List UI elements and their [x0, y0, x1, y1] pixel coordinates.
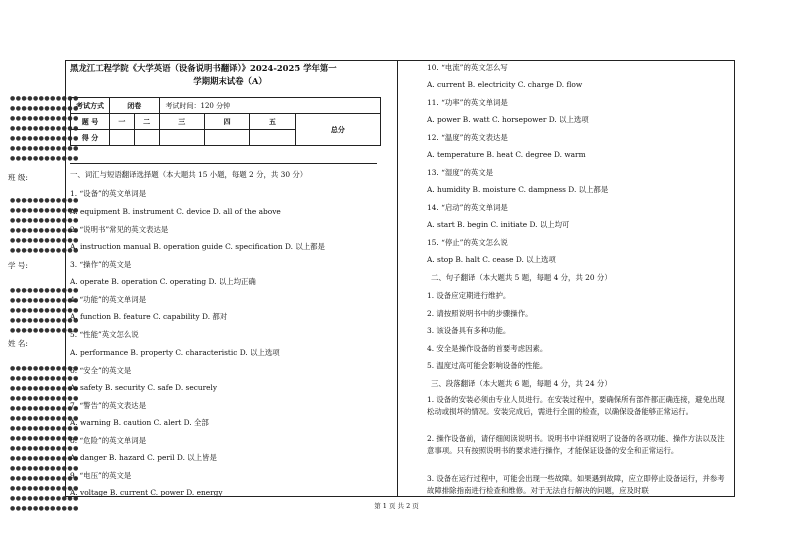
column-divider	[397, 61, 398, 497]
score-label: 得 分	[71, 130, 110, 146]
question-line: 3. “操作”的英文是	[70, 260, 132, 269]
score-cell	[250, 130, 295, 146]
options-line: A. equipment B. instrument C. device D. all of the above	[70, 207, 281, 216]
options-line: A. performance B. property C. characteristic D. 以上选项	[70, 348, 280, 357]
options-line: A. stop B. halt C. cease D. 以上选项	[427, 255, 556, 264]
part-5-header: 五	[250, 114, 295, 130]
dot-column-3: ●●●●●●●●●●●● ●●●●●●●●●●●● ●●●●●●●●●●●● ●●●●●●●●●●●● ●●●●●●●●●●●●	[10, 287, 79, 334]
question-line: 13. “湿度”的英文是	[427, 168, 494, 177]
class-label: 班 级:	[8, 173, 28, 182]
options-line: A. warning B. caution C. alert D. 全部	[70, 418, 209, 427]
title-line-1: 黑龙江工程学院《大学英语（设备说明书翻译）》2024-2025 学年第一	[70, 63, 337, 73]
exam-title	[70, 62, 390, 88]
total-label: 总分	[295, 114, 380, 146]
part-1-header: 一	[110, 114, 135, 130]
dot-column-1: ●●●●●●●●●●●● ●●●●●●●●●●●● ●●●●●●●●●●●● ●●●●●●●●●●●● ●●●●●●●●●●●● ●●●●●●●●●●●● ●●●●●●●●●●●●	[10, 95, 79, 162]
score-cell	[110, 130, 135, 146]
section-3-heading: 三、段落翻译（本大题共 6 题，每题 4 分，共 24 分）	[431, 379, 612, 388]
title-line-2: 学期期末试卷（A）	[193, 76, 267, 86]
part-3-header: 三	[159, 114, 204, 130]
question-line: 1. “设备”的英文单词是	[70, 189, 147, 198]
options-line: A. safety B. security C. safe D. securely	[70, 383, 218, 392]
options-line: A. danger B. hazard C. peril D. 以上皆是	[70, 453, 217, 462]
options-line: A. power B. watt C. horsepower D. 以上选项	[427, 115, 589, 124]
name-label: 姓 名:	[8, 339, 28, 348]
options-line: A. temperature B. heat C. degree D. warm	[427, 150, 586, 159]
question-line: 2. “说明书”常见的英文表达是	[70, 225, 169, 234]
paragraph-item: 2. 操作设备前，请仔细阅读说明书。说明书中详细说明了设备的各项功能、操作方法以及注意事项。只有按照说明书的要求进行操作，才能保证设备的安全和正常运行。	[427, 434, 725, 455]
paragraph-item: 3. 设备在运行过程中，可能会出现一些故障。如果遇到故障，应立即停止设备运行，并参考故障排除指南进行检查和维修。对于无法自行解决的问题，应及时联	[427, 474, 725, 495]
score-table	[70, 97, 381, 146]
question-line: 12. “温度”的英文表达是	[427, 133, 508, 142]
sentence-item: 2. 请按照说明书中的步骤操作。	[427, 309, 533, 318]
options-line: A. operate B. operation C. operating D. 以上均正确	[70, 277, 256, 286]
section-separator	[70, 163, 377, 164]
question-line: 4. “功能”的英文单词是	[70, 295, 147, 304]
question-line: 8. “危险”的英文单词是	[70, 436, 147, 445]
options-line: A. instruction manual B. operation guide C. specification D. 以上都是	[70, 242, 325, 251]
part-2-header: 二	[134, 114, 159, 130]
question-line: 7. “警告”的英文表达是	[70, 401, 147, 410]
question-line: 9. “电压”的英文是	[70, 471, 132, 480]
score-cell	[204, 130, 249, 146]
sentence-item: 1. 设备应定期进行维护。	[427, 291, 511, 300]
question-line: 11. “功率”的英文单词是	[427, 98, 508, 107]
options-line: A. voltage B. current C. power D. energy	[70, 488, 223, 497]
options-line: A. current B. electricity C. charge D. flow	[427, 80, 583, 89]
page-footer: 第 1 页 共 2 页	[374, 502, 419, 510]
exam-time: 考试时间：120 分钟	[159, 98, 381, 114]
section-1-heading: 一、词汇与短语翻译选择题（本大题共 15 小题，每题 2 分，共 30 分）	[70, 170, 308, 179]
question-line: 5. “性能”英文怎么说	[70, 330, 139, 339]
options-line: A. humidity B. moisture C. dampness D. 以上都是	[427, 185, 609, 194]
question-no-label: 题 号	[71, 114, 110, 130]
sentence-item: 5. 温度过高可能会影响设备的性能。	[427, 361, 548, 370]
question-line: 6. “安全”的英文是	[70, 366, 132, 375]
options-line: A. start B. begin C. initiate D. 以上均可	[427, 220, 570, 229]
exam-mode-label: 考试方式	[71, 98, 110, 114]
score-cell	[134, 130, 159, 146]
section-2-heading: 二、句子翻译（本大题共 5 题，每题 4 分，共 20 分）	[431, 273, 612, 282]
sentence-item: 4. 安全是操作设备的首要考虑因素。	[427, 344, 548, 353]
question-line: 15. “停止”的英文怎么说	[427, 238, 508, 247]
sentence-item: 3. 该设备具有多种功能。	[427, 326, 511, 335]
dot-column-2: ●●●●●●●●●●●● ●●●●●●●●●●●● ●●●●●●●●●●●● ●●●●●●●●●●●● ●●●●●●●●●●●● ●●●●●●●●●●●●	[10, 197, 79, 254]
question-line: 14. “启动”的英文单词是	[427, 203, 508, 212]
question-line: 10. “电流”的英文怎么写	[427, 63, 508, 72]
paragraph-item: 1. 设备的安装必须由专业人员进行。在安装过程中，要确保所有部件都正确连接，避免出现松动或损坏的情况。安装完成后，需进行全面的检查，以确保设备能够正常运行。	[427, 395, 725, 416]
score-cell	[159, 130, 204, 146]
options-line: A. function B. feature C. capability D. 都对	[70, 312, 228, 321]
student-id-label: 学 号:	[8, 261, 28, 270]
exam-mode-value: 闭卷	[110, 98, 160, 114]
part-4-header: 四	[204, 114, 249, 130]
dot-column-4: ●●●●●●●●●●●● ●●●●●●●●●●●● ●●●●●●●●●●●● ●●●●●●●●●●●● ●●●●●●●●●●●● ●●●●●●●●●●●● ●●●●●●●●●●●● ●●●●●●●●●●●● ●●●●●●●●●●●● ●●●●●●●●●●●● ●●●●●●●●●●●● ●●●●●●●●●●●● ●●●●●●●●●●●● ●●●●●●●●●●●● ●●●●●●●●●●●●	[10, 365, 79, 512]
